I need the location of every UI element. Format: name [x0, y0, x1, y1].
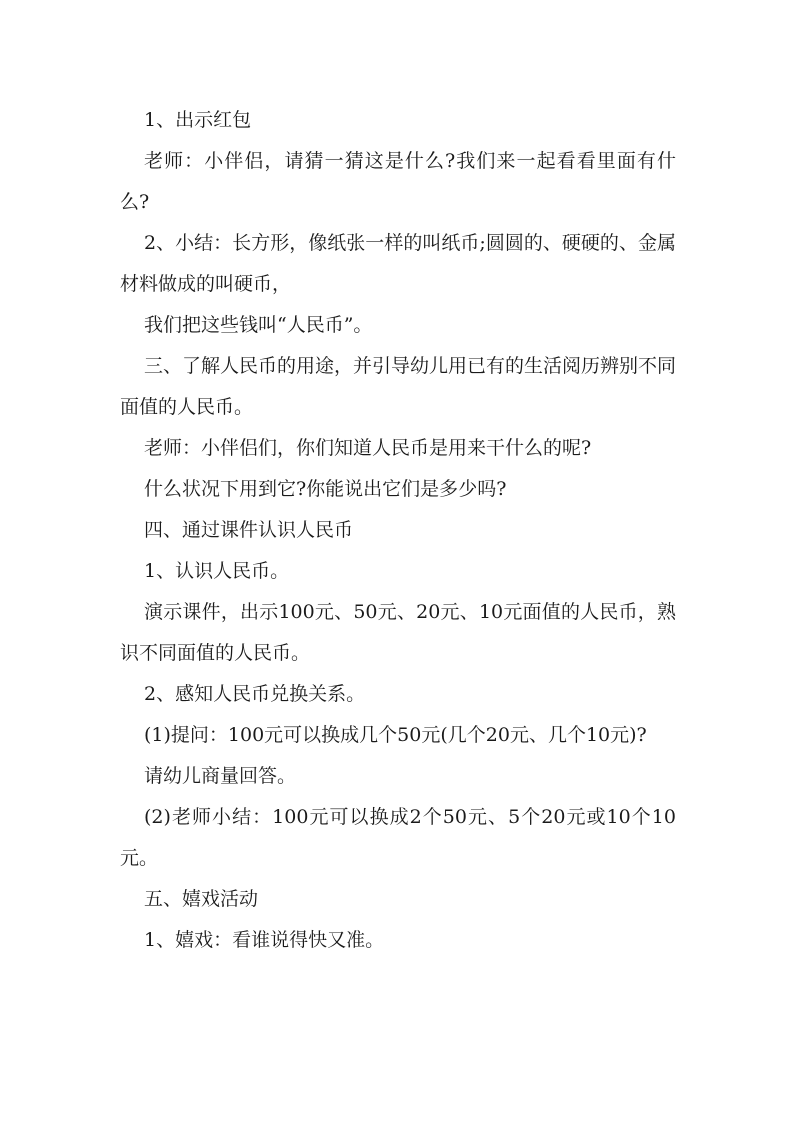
section-heading: 四、通过课件认识人民币 [144, 519, 354, 541]
paragraph: 什么状况下用到它?你能说出它们是多少吗? [144, 478, 507, 500]
paragraph: 1、嬉戏：看谁说得快又准。 [144, 929, 385, 951]
paragraph: 请幼儿商量回答。 [144, 765, 297, 787]
paragraph: 1、认识人民币。 [144, 560, 290, 582]
paragraph: 老师：小伴侣们，你们知道人民币是用来干什么的呢? [144, 437, 592, 459]
document-body [120, 100, 676, 961]
section-heading: 五、嬉戏活动 [144, 888, 259, 910]
paragraph: 我们把这些钱叫“人民币”。 [144, 314, 373, 336]
paragraph: 演示课件，出示100元、50元、20元、10元面值的人民币，熟识不同面值的人民币。 [120, 601, 676, 664]
paragraph: 2、小结：长方形，像纸张一样的叫纸币;圆圆的、硬硬的、金属材料做成的叫硬币， [120, 232, 676, 295]
paragraph: (1)提问：100元可以换成几个50元(几个20元、几个10元)? [144, 724, 647, 746]
paragraph: (2)老师小结：100元可以换成2个50元、5个20元或10个10元。 [120, 806, 676, 869]
paragraph: 2、感知人民币兑换关系。 [144, 683, 366, 705]
paragraph: 三、了解人民币的用途，并引导幼儿用已有的生活阅历辨别不同面值的人民币。 [120, 355, 677, 418]
paragraph: 1、出示红包 [144, 109, 252, 131]
paragraph: 老师：小伴侣，请猜一猜这是什么?我们来一起看看里面有什么? [120, 150, 676, 213]
